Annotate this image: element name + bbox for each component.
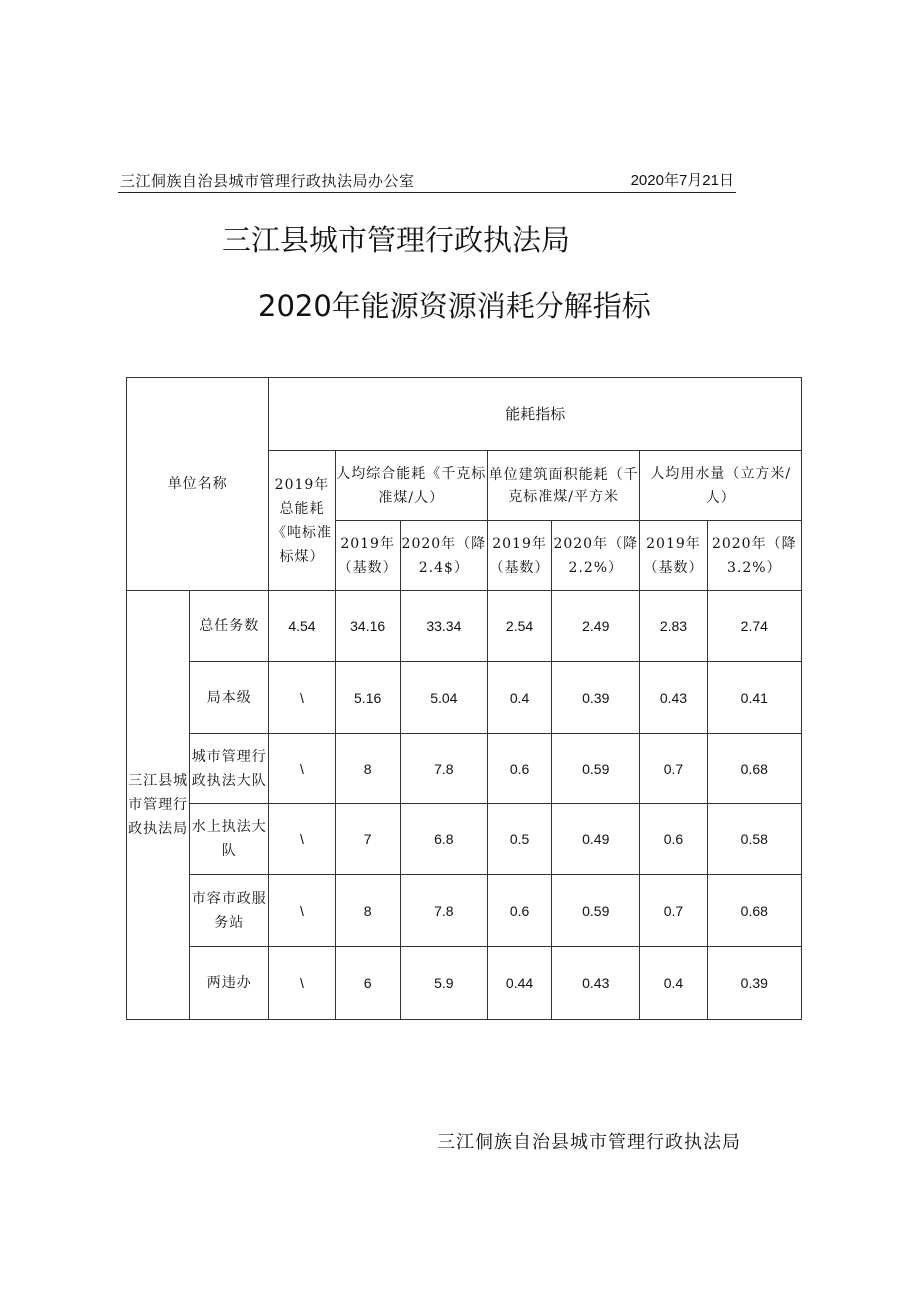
page-title-line-1: 三江县城市管理行政执法局 [222, 223, 571, 257]
cell-total-energy: \ [269, 662, 335, 734]
row-unit-name: 城市管理行政执法大队 [190, 734, 269, 804]
energy-index-table [126, 377, 802, 1020]
cell-area-2019: 2.54 [487, 591, 551, 662]
cell-per-capita-2019: 5.16 [335, 662, 400, 734]
table-row [127, 947, 802, 1020]
cell-area-2019: 0.6 [487, 734, 551, 804]
table-row [127, 591, 802, 662]
col-header-total-energy: 2019年总能耗《吨标准标煤） [269, 451, 335, 591]
cell-total-energy: \ [269, 947, 335, 1020]
row-unit-name: 水上执法大队 [190, 804, 269, 875]
cell-per-capita-2019: 7 [335, 804, 400, 875]
org-group-cell: 三江县城市管理行政执法局 [127, 591, 190, 1020]
table-row [127, 662, 802, 734]
cell-area-2019: 0.5 [487, 804, 551, 875]
cell-per-capita-2019: 8 [335, 734, 400, 804]
cell-per-capita-2020: 6.8 [400, 804, 487, 875]
unit-name-header: 单位名称 [127, 378, 269, 591]
row-unit-name: 局本级 [190, 662, 269, 734]
cell-area-2020: 0.59 [552, 734, 640, 804]
cell-water-2019: 2.83 [640, 591, 707, 662]
cell-area-2019: 0.44 [487, 947, 551, 1020]
cell-area-2020: 0.49 [552, 804, 640, 875]
cell-water-2019: 0.4 [640, 947, 707, 1020]
issue-date: 2020年7月21日 [630, 172, 734, 189]
sub-header-area-2020: 2020年（降2.2%） [552, 521, 640, 591]
cell-water-2020: 0.39 [707, 947, 801, 1020]
sub-header-per-capita-2019: 2019年（基数） [335, 521, 400, 591]
col-header-per-capita: 人均综合能耗《千克标准煤/人） [335, 451, 487, 521]
cell-water-2019: 0.43 [640, 662, 707, 734]
cell-area-2019: 0.6 [487, 875, 551, 947]
sub-header-water-2020: 2020年（降3.2%） [707, 521, 801, 591]
cell-per-capita-2019: 8 [335, 875, 400, 947]
cell-water-2020: 0.41 [707, 662, 801, 734]
signing-organization: 三江侗族自治县城市管理行政执法局 [437, 1132, 741, 1153]
table-row [127, 804, 802, 875]
page-title-line-2: 2020年能源资源消耗分解指标 [258, 289, 651, 323]
cell-per-capita-2020: 7.8 [400, 734, 487, 804]
energy-index-group-header: 能耗指标 [269, 378, 802, 451]
cell-area-2020: 2.49 [552, 591, 640, 662]
cell-per-capita-2020: 7.8 [400, 875, 487, 947]
cell-water-2020: 0.68 [707, 734, 801, 804]
cell-area-2019: 0.4 [487, 662, 551, 734]
cell-per-capita-2020: 5.04 [400, 662, 487, 734]
cell-total-energy: \ [269, 734, 335, 804]
cell-water-2019: 0.7 [640, 875, 707, 947]
row-unit-name: 市容市政服务站 [190, 875, 269, 947]
cell-per-capita-2019: 6 [335, 947, 400, 1020]
cell-water-2020: 0.68 [707, 875, 801, 947]
cell-total-energy: 4.54 [269, 591, 335, 662]
table-row [127, 734, 802, 804]
col-header-per-area: 单位建筑面积能耗（千克标准煤/平方米 [487, 451, 639, 521]
cell-per-capita-2020: 33.34 [400, 591, 487, 662]
sub-header-per-capita-2020: 2020年（降2.4$） [400, 521, 487, 591]
cell-water-2019: 0.7 [640, 734, 707, 804]
cell-area-2020: 0.39 [552, 662, 640, 734]
cell-area-2020: 0.59 [552, 875, 640, 947]
col-header-water: 人均用水量（立方米/人） [640, 451, 802, 521]
cell-per-capita-2019: 34.16 [335, 591, 400, 662]
cell-water-2020: 0.58 [707, 804, 801, 875]
sub-header-water-2019: 2019年（基数） [640, 521, 707, 591]
cell-total-energy: \ [269, 875, 335, 947]
cell-area-2020: 0.43 [552, 947, 640, 1020]
table-row [127, 875, 802, 947]
row-unit-name: 总任务数 [190, 591, 269, 662]
cell-total-energy: \ [269, 804, 335, 875]
document-header [118, 170, 736, 193]
cell-per-capita-2020: 5.9 [400, 947, 487, 1020]
cell-water-2020: 2.74 [707, 591, 801, 662]
sub-header-area-2019: 2019年（基数） [487, 521, 551, 591]
cell-water-2019: 0.6 [640, 804, 707, 875]
row-unit-name: 两违办 [190, 947, 269, 1020]
issuing-office: 三江侗族自治县城市管理行政执法局办公室 [120, 172, 415, 190]
